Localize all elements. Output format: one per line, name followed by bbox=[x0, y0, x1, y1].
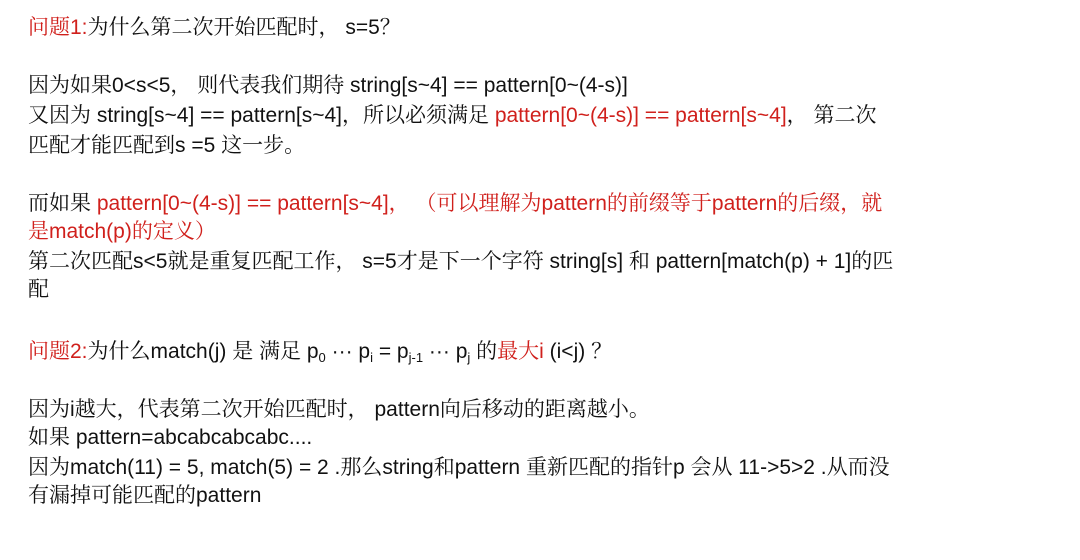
question-2-text-4: ··· p bbox=[423, 340, 468, 363]
answer-3-line-4: 有漏掉可能匹配的pattern bbox=[28, 484, 262, 507]
answer-1-highlight: pattern[0~(4-s)] == pattern[s~4] bbox=[494, 104, 787, 127]
answer-2-line-2: 是match(p)的定义） bbox=[28, 220, 216, 243]
question-1-heading bbox=[28, 15, 401, 41]
subscript-0: 0 bbox=[318, 350, 326, 365]
question-2-heading bbox=[28, 339, 612, 365]
question-2-label: 问题2: bbox=[28, 340, 88, 363]
answer-1-line-2-start: 又因为 string[s~4] == pattern[s~4]，所以必须满足 bbox=[28, 104, 495, 127]
answer-1-line-3: 匹配才能匹配到s =5 这一步。 bbox=[28, 134, 306, 157]
answer-2-line-1-start: 而如果 bbox=[28, 192, 97, 215]
question-2-text-2: ··· p bbox=[325, 340, 371, 363]
answer-1-line-2 bbox=[28, 103, 877, 129]
answer-2-highlight: pattern[0~(4-s)] == pattern[s~4]， （可以理解为pattern的前缀等于pattern的后缀，就 bbox=[96, 192, 883, 215]
question-2-highlight: 最大i bbox=[497, 340, 544, 363]
question-1-title: 为什么第二次开始匹配时， s=5？ bbox=[87, 16, 401, 39]
question-2-text-5: 的 bbox=[470, 340, 498, 363]
answer-3-line-1: 因为i越大，代表第二次开始匹配时， pattern向后移动的距离越小。 bbox=[28, 398, 650, 421]
subscript-j-1: j-1 bbox=[408, 350, 424, 365]
answer-2-line-1 bbox=[28, 191, 882, 217]
question-2-text-1: 为什么match(j) 是 满足 p bbox=[87, 340, 319, 363]
question-2-text-3: = p bbox=[373, 340, 409, 363]
answer-1-line-2-end: ， 第二次 bbox=[786, 104, 877, 127]
question-1-label: 问题1: bbox=[28, 16, 88, 39]
question-2-text-6: (i<j) ？ bbox=[543, 340, 613, 363]
answer-3-line-2: 如果 pattern=abcabcabcabc.... bbox=[28, 426, 313, 449]
subscript-i: i bbox=[370, 350, 373, 365]
answer-3-line-3: 因为match(11) = 5, match(5) = 2 .那么string和pattern 重新匹配的指针p 会从 11->5>2 .从而没 bbox=[28, 456, 890, 479]
answer-2-line-3: 第二次匹配s<5就是重复匹配工作， s=5才是下一个字符 string[s] 和 pattern[match(p) + 1]的匹 bbox=[28, 250, 894, 273]
answer-1-line-1: 因为如果0<s<5， 则代表我们期待 string[s~4] == pattern[0~(4-s)] bbox=[28, 74, 628, 97]
subscript-j: j bbox=[467, 350, 471, 365]
answer-2-line-4: 配 bbox=[28, 278, 49, 301]
